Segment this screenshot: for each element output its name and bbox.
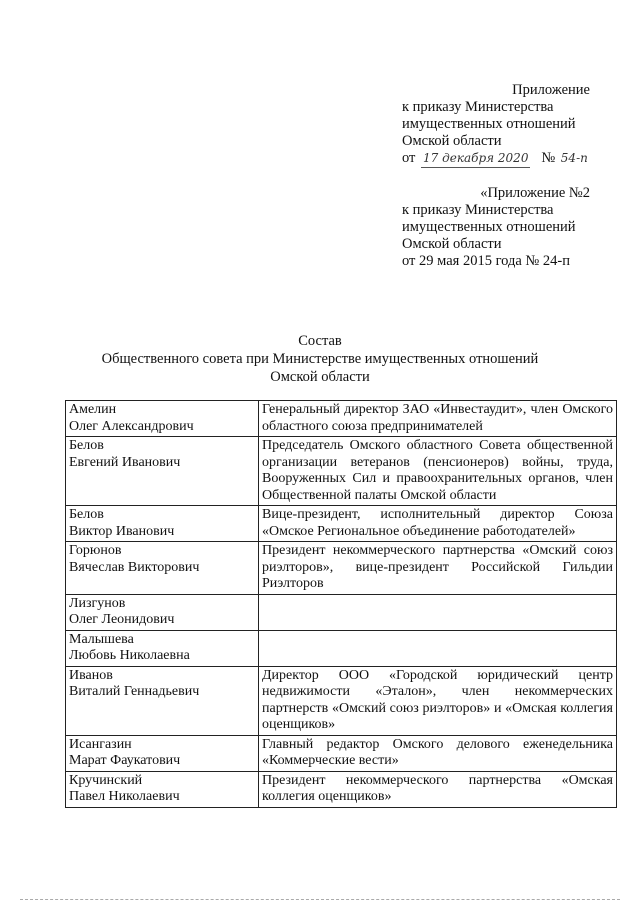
ministry-name-line: имущественных отношений (402, 219, 576, 235)
member-surname: Лизгунов (69, 595, 126, 611)
member-name-cell (66, 542, 259, 595)
member-name-cell (66, 666, 259, 735)
member-name-cell (66, 594, 259, 630)
member-given-names: Вячеслав Викторович (69, 559, 200, 575)
member-given-names: Павел Николаевич (69, 789, 180, 804)
ministry-label: Министерства (465, 99, 554, 115)
member-given-names: Виталий Геннадьевич (69, 684, 200, 699)
member-name-cell (66, 771, 259, 807)
member-name-cell (66, 506, 259, 542)
member-surname: Амелин (69, 402, 117, 417)
table-row (66, 401, 617, 437)
document-heading (60, 332, 580, 386)
member-given-names: Олег Леонидович (69, 612, 175, 627)
order-ref-label: к приказу (402, 202, 462, 218)
member-given-names: Евгений Иванович (69, 454, 181, 470)
ministry-label: Министерства (465, 202, 554, 218)
appendix-2-order-line (402, 202, 590, 219)
appendix-2-title: «Приложение №2 (480, 185, 590, 201)
order-date-line: от 29 мая 2015 года № 24-п (402, 253, 570, 269)
member-name-cell (66, 630, 259, 666)
member-position-cell: Председатель Омского областного Совета общественной организации ветеранов (пенсионеров) войны, труда, Вооруженных Сил и правоохранительных органов, член Общественной палаты Омской области (259, 437, 617, 506)
table-row (66, 666, 617, 735)
member-given-names: Марат Фаукатович (69, 753, 181, 768)
table-row (66, 542, 617, 595)
member-name-cell (66, 437, 259, 506)
heading-line-3: Омской области (270, 369, 370, 385)
member-name-cell (66, 735, 259, 771)
member-position-cell: Президент некоммерческого партнерства «Омский союз риэлторов», вице-президент Российской Гильдии Риэлторов (259, 542, 617, 595)
date-prefix: от (402, 150, 416, 166)
handwritten-date: 17 декабря 2020 (421, 150, 530, 168)
table-row (66, 506, 617, 542)
member-given-names: Виктор Иванович (69, 523, 175, 539)
table-row (66, 437, 617, 506)
member-position-cell: Главный редактор Омского делового еженедельника «Коммерческие вести» (259, 735, 617, 771)
table-row (66, 771, 617, 807)
member-surname: Иванов (69, 667, 113, 683)
member-surname: Малышева (69, 631, 134, 647)
heading-line-2: Общественного совета при Министерстве имущественных отношений (101, 351, 539, 367)
member-surname: Кручинский (69, 772, 143, 788)
member-name-cell (66, 401, 259, 437)
heading-line-1: Состав (298, 333, 342, 349)
region-line: Омской области (402, 236, 502, 252)
appendix-title: Приложение (512, 82, 590, 98)
scan-edge-line (20, 899, 620, 901)
member-position-cell: Директор ООО «Городской юридический центр недвижимости «Эталон», член некоммерческих партнерств «Омский союз риэлторов» и «Омская коллегия оценщиков» (259, 666, 617, 735)
number-label: № (541, 150, 556, 166)
ministry-name-line: имущественных отношений (402, 116, 576, 132)
table-row (66, 630, 617, 666)
member-surname: Горюнов (69, 543, 122, 558)
table-row (66, 594, 617, 630)
appendix-2-header (402, 185, 590, 270)
member-surname: Исангазин (69, 736, 132, 752)
appendix-header (402, 82, 590, 168)
order-ref-label: к приказу (402, 99, 462, 115)
members-table (65, 400, 617, 808)
order-date-line (402, 150, 590, 168)
table-row (66, 735, 617, 771)
member-surname: Белов (69, 438, 104, 453)
handwritten-number: 54-п (560, 151, 588, 165)
member-surname: Белов (69, 507, 104, 522)
member-position-cell (259, 630, 617, 666)
member-given-names: Олег Александрович (69, 418, 194, 434)
member-position-cell: Президент некоммерческого партнерства «Омская коллегия оценщиков» (259, 771, 617, 807)
member-given-names: Любовь Николаевна (69, 648, 190, 663)
appendix-order-line (402, 99, 590, 116)
region-line: Омской области (402, 133, 502, 149)
members-table-body (66, 401, 617, 808)
member-position-cell (259, 594, 617, 630)
member-position-cell: Вице-президент, исполнительный директор Союза «Омское Региональное объединение работодателей» (259, 506, 617, 542)
member-position-cell: Генеральный директор ЗАО «Инвестаудит», член Омского областного союза предпринимателей (259, 401, 617, 437)
